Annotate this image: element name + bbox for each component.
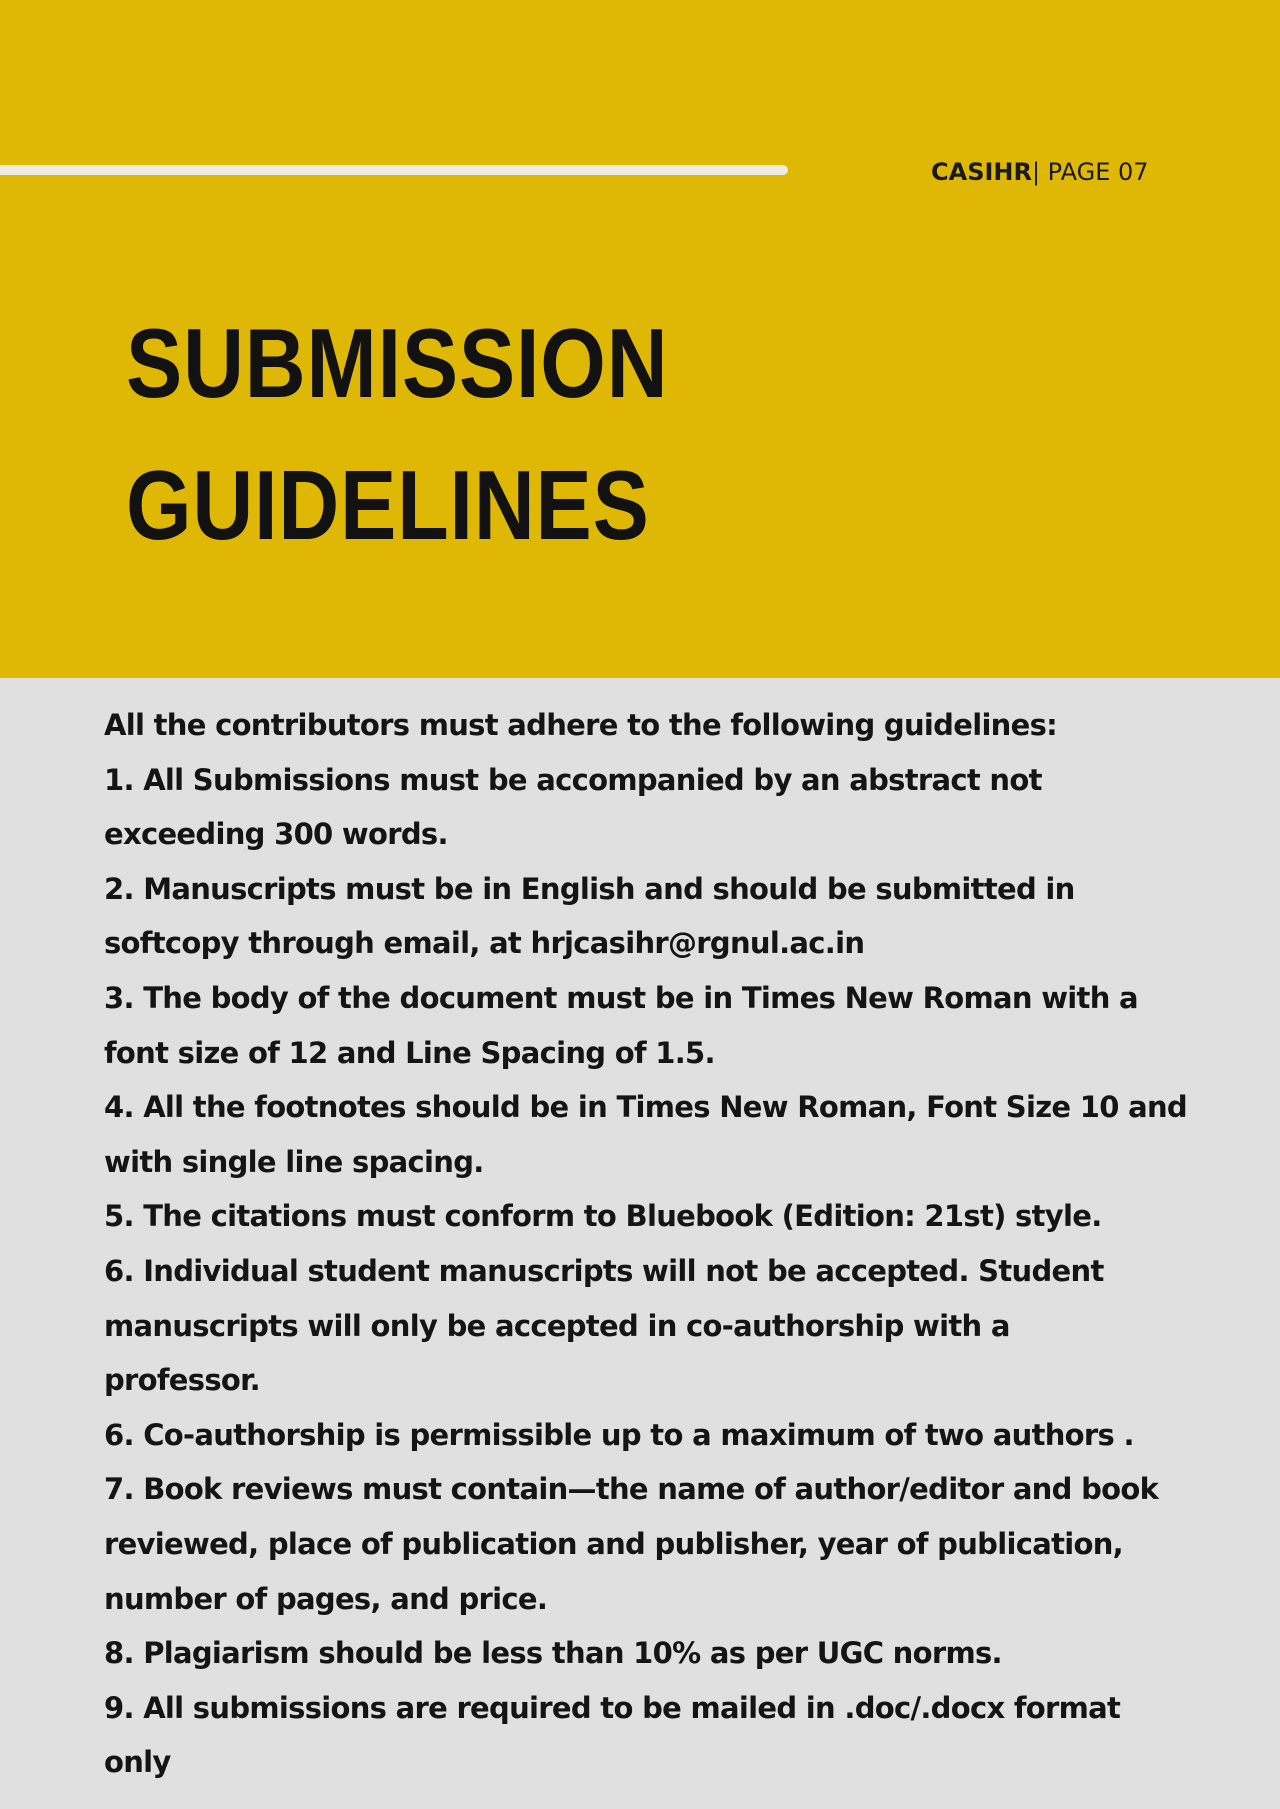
guideline-7-line-2: reviewed, place of publication and publisher, year of publication, <box>104 1526 1123 1561</box>
guidelines-intro: All the contributors must adhere to the following guidelines: <box>104 708 1058 742</box>
guideline-6a-line-2: manuscripts will only be accepted in co-authorship with a <box>104 1308 1010 1343</box>
guidelines-body <box>104 698 1224 1790</box>
guideline-1-line-1: 1. All Submissions must be accompanied by an abstract not <box>104 762 1042 797</box>
guideline-8: 8. Plagiarism should be less than 10% as per UGC norms. <box>104 1636 1002 1671</box>
page-title-line-2: GUIDELINES <box>126 450 650 560</box>
guideline-5: 5. The citations must conform to Bluebook (Edition: 21st) style. <box>104 1199 1102 1234</box>
guideline-4-line-2: with single line spacing. <box>104 1144 484 1179</box>
guideline-7-line-3: number of pages, and price. <box>104 1581 548 1616</box>
guideline-6a-line-3: professor. <box>104 1363 260 1398</box>
header-band <box>0 0 1280 678</box>
page-title-line-1: SUBMISSION <box>126 308 669 418</box>
page-number: | PAGE 07 <box>1031 158 1149 186</box>
guideline-4-line-1: 4. All the footnotes should be in Times New Roman, Font Size 10 and <box>104 1090 1187 1125</box>
guideline-2-line-2: softcopy through email, at hrjcasihr@rgnul.ac.in <box>104 926 865 961</box>
guideline-3-line-1: 3. The body of the document must be in Times New Roman with a <box>104 980 1138 1015</box>
page-title <box>126 292 668 576</box>
brand-name: CASIHR <box>931 158 1032 186</box>
page-label <box>931 156 1149 188</box>
guideline-6a-line-1: 6. Individual student manuscripts will not be accepted. Student <box>104 1253 1104 1288</box>
guideline-9-line-1: 9. All submissions are required to be mailed in .doc/.docx format <box>104 1690 1121 1725</box>
guideline-6b: 6. Co-authorship is permissible up to a maximum of two authors . <box>104 1417 1134 1452</box>
guideline-2-line-1: 2. Manuscripts must be in English and should be submitted in <box>104 871 1075 906</box>
guideline-7-line-1: 7. Book reviews must contain—the name of author/editor and book <box>104 1472 1159 1507</box>
guideline-9-line-2: only <box>104 1745 171 1780</box>
guideline-1-line-2: exceeding 300 words. <box>104 817 448 852</box>
header-rule <box>0 165 788 175</box>
guideline-3-line-2: font size of 12 and Line Spacing of 1.5. <box>104 1035 715 1070</box>
